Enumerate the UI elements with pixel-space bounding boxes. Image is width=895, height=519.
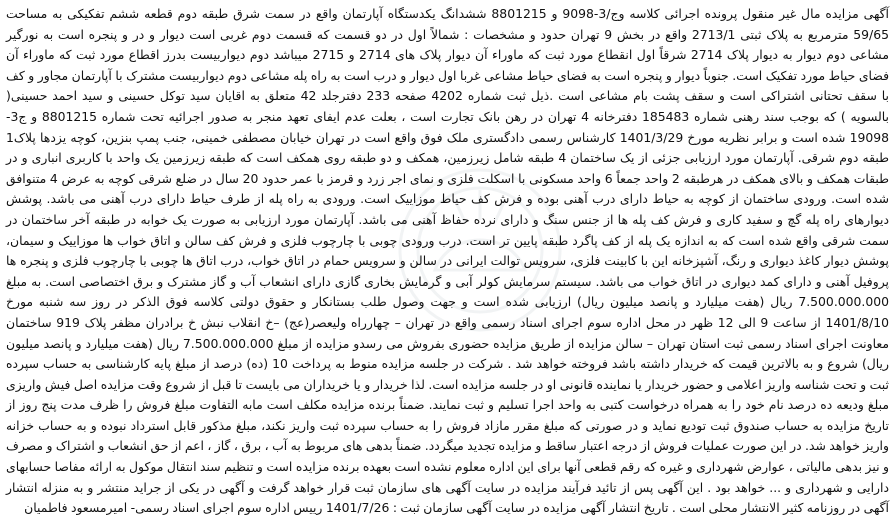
auction-notice-text: آگهی مزایده مال غیر منقول پرونده اجرائی کلاسه وج/3-9098 و 8801215 ششدانگ یکدستگاه آپارتمان واقع در سمت شرق طبقه دوم قطعه ششم تفکیکی به مساحت 59/65 مترمربع به پلاک ثبتی 2713/1 واقع در بخش 9 تهران حدود و مشخصات : شمالاً اول در دو قسمت که قسمت دوم غربی است دیوار و در و پنجره است به نورگیر مشاعی دوم دیوار به دیوار پلاک 2714 شرقاً اول انقطاع مورد ثبت که ماوراء آن دیوار پلاک های 2714 و 2715 میباشد دوم دیواربیست بدرز اقطاع مورد ثبت که ماوراء آن فضای حیاط مورد تفکیک است. جنوباً دیوار و پنجره است به فضای حیاط مشاعی غربا اول دیوار و درب است به راه پله مشاعی دوم دیواربیست مشترک با آپارتمان مجاور و کف با سقف تحتانی اشتراکی است و سقف پشت بام مشاعی است .ذیل ثبت شماره 4202 صفحه 233 دفترجلد 42 متعلق به اقایان سید توکل حسینی و سید احمد حسینی( بالسویه ) که بوجب سند رهنی شماره 185483 دفترخانه 4 تهران در رهن بانک تجارت است ، بعلت عدم ایفای تعهد منجر به صدور اجرائیه تحت شماره 8801215 و ج3-19098 شده است و برابر نظریه مورخ 1401/3/29 کارشناس رسمی دادگستری ملک فوق واقع است در تهران خیابان مصطفی خمینی، جنب پمپ بنزین، کوچه یزدها پلاک1 طبقه دوم شرقی. آپارتمان مورد ارزیابی جزئی از یک ساختمان 4 طبقه شامل زیرزمین، همکف و دو طبقه روی همکف است که طبقه زیرزمین یک واحد با کاربری انباری و در طبقات همکف و بالای همکف در هرطبقه 2 واحد جمعاً 6 واحد مسکونی با اسکلت فلزی و نمای اجر زرد و قرمز با عمر حدود 20 سال در ضلع شرقی کوچه به عرض 4 متنوافق شده است. ورودی ساختمان از کوچه به حیاط دارای درب آهنی بوده و فرش کف حیاط موزاییک است. ورودی به راه پله از طرف حیاط دارای درب آهنی می باشد. پوشش دیوارهای راه پله گچ و سفید کاری و فرش کف پله ها از جنس سنگ و دارای نرده حفاظ آهنی می باشد. آپارتمان مورد ارزیابی به صورت یک خوابه در طبقه آخر ساختمان در سمت شرقی واقع شده است که به اندازه یک پله از کف پاگرد طبقه پایین تر است. درب ورودی چوبی با چارچوب فلزی و فرش کف سالن و اتاق خواب ها موزاییک و سیمان، پوشش دیوار کاغذ دیواری و رنگ، آشپزخانه این با کابینت فلزی، سرویس توالت ایرانی در سالن و سرویس حمام در اتاق خواب، درب اتاق ها چوبی با چارچوب فلزی و پنجره ها پروفیل آهنی و دارای کمد دیواری در اتاق خواب می باشد. سیستم سرمایش کولر آبی و گرمایش بخاری گازی دارای انشعاب آب و گاز مشترک و برق اختصاصی است. به مبلغ 7.500.000.000 ریال (هفت میلیارد و پانصد میلیون ریال) ارزیابی شده است و جهت وصول طلب بستانکار و حقوق دولتی کلاسه فوق الذکر در روز سه شنبه مورخ 1401/8/10 از ساعت 9 الی 12 ظهر در محل اداره سوم اجرای اسناد رسمی واقع در تهران – چهارراه ولیعصر(عج) –خ انقلاب نبش خ برادران مظفر پلاک 919 ساختمان معاونت اجرای اسناد رسمی ثبت استان تهران – سالن مزایده از طریق مزایده حضوری بفروش می رسدو مزایده از مبلغ 7.500.000.000 ریال (هفت میلیارد و پانصد میلیون ریال) شروع و به بالاترین قیمت که خریدار داشته باشد فروخته خواهد شد . شرکت در جلسه مزایده منوط به پرداخت 10 (ده) درصد از مبلغ پایه کارشناسی به حساب سپرده ثبت و تحت شناسه واریز اعلامی و حضور خریدار یا نماینده قانونی او در جلسه مزایده است. لذا خریدار و یا خریداران می بایست تا قبل از شروع وقت مزایده اصل فیش واریزی مبلغ ودیعه ده درصد نام خود را به همراه درخواست کتبی به واحد اجرا تسلیم و ثبت نمایند. ضمناً برنده مزایده مکلف است مابه التفاوت مبلغ فروش را ظرف مدت پنج روز از تاریخ مزایده به حساب صندوق ثبت تودیع نماید و در صورتی که مبلغ مقرر مازاد فروش را به حساب سپرده ثبت واریز نکند، مبلغ مذکور قابل استرداد نبوده و به حساب خزانه واریز خواهد شد. در این صورت عملیات فروش از درجه اعتبار ساقط و مزایده تجدید میگردد. ضمناً بدهی های مربوط به آب ، برق ، گاز ، اعم از حق انشعاب و اشتراک و مصرف و نیز بدهی مالیاتی ، عوارض شهرداری و غیره که رقم قطعی آنها برای این اداره معلوم نشده است بعهده برنده مزایده است و تنظیم سند انتقال موکول به ارائه مفاصا حسابهای دارایی و شهرداری و ... خواهد بود . این آگهی پس از تائید فرآیند مزایده در سایت آگهی های سازمان ثبت قرار خواهد گرفت و آگهی در یکی از جراید منتشر و به منزله انتشار آگهی در روزنامه کثیر الانتشار محلی است . تاریخ انتشار آگهی مزایده در سایت آگهی سازمان ثبت : 1401/7/26 رییس اداره سوم اجرای اسناد رسمی- امیرمسعود فاطمیان — [6, 6, 890, 516]
